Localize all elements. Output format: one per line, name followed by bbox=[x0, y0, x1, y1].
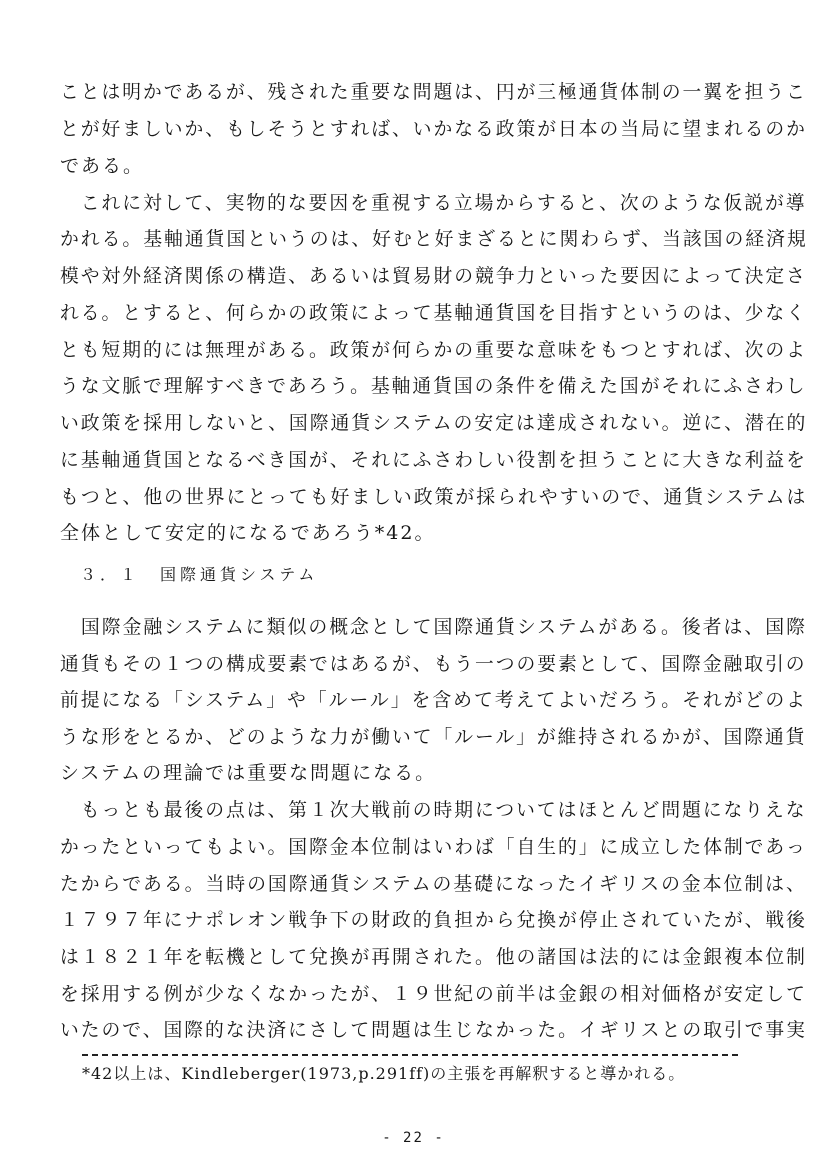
paragraph2-line: い政策を採用しないと、国際通貨システムの安定は達成されない。逆に、潜在的 bbox=[60, 412, 808, 434]
page-number: - 22 - bbox=[382, 1130, 445, 1146]
paragraph2-line: 模や対外経済関係の構造、あるいは貿易財の競争力といった要因によって決定さ bbox=[60, 265, 807, 287]
paragraph2-line: に基軸通貨国となるべき国が、それにふさわしい役割を担うことに大きな利益を bbox=[60, 449, 807, 471]
paragraph4-line: もっとも最後の点は、第１次大戦前の時期についてはほとんど問題になりえな bbox=[60, 799, 807, 821]
paragraph2-line: 全体として安定的になるであろう*42。 bbox=[60, 522, 436, 544]
paragraph4-line: を採用する例が少なくなかったが、１９世紀の前半は金銀の相対価格が安定して bbox=[60, 983, 807, 1005]
paragraph3-line: うな形をとるか、どのような力が働いて「ルール」が維持されるかが、国際通貨 bbox=[60, 726, 807, 748]
paragraph2-line: かれる。基軸通貨国というのは、好むと好まざるとに関わらず、当該国の経済規 bbox=[60, 228, 808, 250]
section-heading: ３．１ 国際通貨システム bbox=[80, 565, 319, 584]
paragraph1-line: ことは明かであるが、残された重要な問題は、円が三極通貨体制の一翼を担うこ bbox=[60, 81, 807, 103]
paragraph2-line: とも短期的には無理がある。政策が何らかの重要な意味をもつとすれば、次のよ bbox=[60, 339, 807, 361]
paragraph1-line: とが好ましいか、もしそうとすれば、いかなる政策が日本の当局に望まれるのか bbox=[60, 118, 807, 140]
paragraph1-line: である。 bbox=[60, 155, 145, 177]
paragraph3-line: 前提になる「システム」や「ルール」を含めて考えてよいだろう。それがどのよ bbox=[60, 689, 807, 711]
paragraph4-line: たからである。当時の国際通貨システムの基礎になったイギリスの金本位制は、 bbox=[60, 873, 807, 895]
paragraph3-line: 通貨もその１つの構成要素ではあるが、もう一つの要素として、国際金融取引の bbox=[60, 653, 807, 675]
paragraph2-line: これに対して、実物的な要因を重視する立場からすると、次のような仮説が導 bbox=[60, 192, 807, 214]
footnote-rule bbox=[82, 1054, 738, 1056]
footnote-42: *42以上は、Kindleberger(1973,p.291ff)の主張を再解釈すると導かれる。 bbox=[82, 1064, 686, 1083]
paragraph3-line: 国際金融システムに類似の概念として国際通貨システムがある。後者は、国際 bbox=[60, 616, 807, 638]
paragraph4-line: かったといってもよい。国際金本位制はいわば「自生的」に成立した体制であっ bbox=[60, 836, 807, 858]
paragraph4-line: １７９７年にナポレオン戦争下の財政的負担から兌換が停止されていたが、戦後 bbox=[60, 909, 807, 931]
paragraph2-line: うな文脈で理解すべきであろう。基軸通貨国の条件を備えた国がそれにふさわし bbox=[60, 375, 807, 397]
paragraph2-line: れる。とすると、何らかの政策によって基軸通貨国を目指すというのは、少なく bbox=[60, 302, 807, 324]
paragraph3-line: システムの理論では重要な問題になる。 bbox=[60, 762, 437, 784]
paragraph4-line: は１８２１年を転機として兌換が再開された。他の諸国は法的には金銀複本位制 bbox=[60, 946, 807, 968]
paragraph4-line: いたので、国際的な決済にさして問題は生じなかった。イギリスとの取引で事実 bbox=[60, 1019, 807, 1041]
paragraph2-line: もつと、他の世界にとっても好ましい政策が採られやすいので、通貨システムは bbox=[60, 486, 808, 508]
